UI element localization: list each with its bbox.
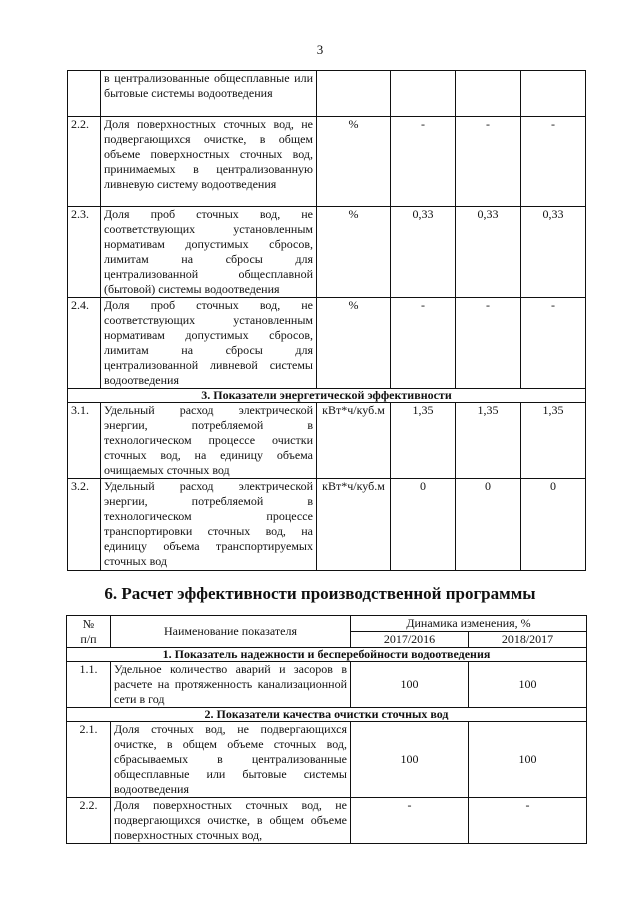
table-row (68, 298, 586, 389)
indicator-name: Доля проб сточных вод, не соответствующих установленным нормативам допустимых сбросов, лимитам на сбросы для централизованной общесплавной (бытовой) системы водоотведения (101, 207, 317, 298)
indicator-name: Удельный расход электрической энергии, потребляемой в технологическом процессе транспортировки сточных вод, на единицу объема транспортируемых сточных вод (101, 479, 317, 571)
table-row (68, 71, 586, 117)
efficiency-table (66, 615, 587, 844)
table-row (68, 117, 586, 207)
value-cell: - (456, 298, 521, 389)
value-cell (521, 71, 586, 117)
section-row (67, 648, 587, 662)
header-year: 2017/2016 (351, 632, 469, 648)
unit-cell: кВт*ч/куб.м (317, 479, 391, 571)
header-year: 2018/2017 (469, 632, 587, 648)
indicator-name: Доля поверхностных сточных вод, не подвергающихся очистке, в общем объеме поверхностных сточных вод, принимаемых в централизованную ливневую систему водоотведения (101, 117, 317, 207)
value-cell: 1,35 (391, 403, 456, 479)
value-cell: 100 (351, 662, 469, 708)
row-number: 3.2. (68, 479, 101, 571)
section-row (67, 708, 587, 722)
unit-cell (317, 71, 391, 117)
indicator-name: в централизованные общесплавные или бытовые системы водоотведения (101, 71, 317, 117)
section-heading: 1. Показатель надежности и бесперебойности водоотведения (67, 648, 587, 662)
table-row (68, 479, 586, 571)
row-number: 2.2. (67, 798, 111, 844)
unit-cell: кВт*ч/куб.м (317, 403, 391, 479)
section-heading: 2. Показатели качества очистки сточных вод (67, 708, 587, 722)
row-number: 3.1. (68, 403, 101, 479)
value-cell: 1,35 (521, 403, 586, 479)
table-row (67, 798, 587, 844)
unit-cell: % (317, 117, 391, 207)
indicator-name: Удельный расход электрической энергии, потребляемой в технологическом процессе очистки сточных вод, на единицу объема очищаемых сточных вод (101, 403, 317, 479)
unit-cell: % (317, 207, 391, 298)
value-cell: - (521, 298, 586, 389)
row-number: 1.1. (67, 662, 111, 708)
unit-cell: % (317, 298, 391, 389)
row-number: 2.1. (67, 722, 111, 798)
value-cell: 0 (456, 479, 521, 571)
section-heading: 3. Показатели энергетической эффективности (68, 389, 586, 403)
value-cell: - (456, 117, 521, 207)
value-cell: 100 (351, 722, 469, 798)
indicator-name: Доля сточных вод, не подвергающихся очистке, в общем объеме сточных вод, сбрасываемых в централизованные общесплавные или бытовые системы водоотведения (111, 722, 351, 798)
indicators-table (67, 70, 586, 571)
header-dynamics: Динамика изменения, % (351, 616, 587, 632)
value-cell: - (521, 117, 586, 207)
table-row (68, 207, 586, 298)
section-6-title: 6. Расчет эффективности производственной программы (104, 584, 536, 603)
value-cell: 0 (521, 479, 586, 571)
row-number (68, 71, 101, 117)
value-cell: - (469, 798, 587, 844)
value-cell: 0,33 (456, 207, 521, 298)
header-row (67, 616, 587, 632)
indicator-name: Удельное количество аварий и засоров в расчете на протяженность канализационной сети в год (111, 662, 351, 708)
row-number: 2.3. (68, 207, 101, 298)
value-cell: 100 (469, 722, 587, 798)
value-cell: 0,33 (391, 207, 456, 298)
value-cell: 1,35 (456, 403, 521, 479)
table-row (67, 722, 587, 798)
value-cell: 0 (391, 479, 456, 571)
indicator-name: Доля проб сточных вод, не соответствующих установленным нормативам допустимых сбросов, лимитам на сбросы для централизованной ливневой системы водоотведения (101, 298, 317, 389)
value-cell: - (391, 298, 456, 389)
table-row (67, 662, 587, 708)
table-row (68, 403, 586, 479)
section-row (68, 389, 586, 403)
indicator-name: Доля поверхностных сточных вод, не подвергающихся очистке, в общем объеме поверхностных сточных вод, (111, 798, 351, 844)
page-number: 3 (316, 42, 324, 57)
row-number: 2.4. (68, 298, 101, 389)
value-cell: - (351, 798, 469, 844)
header-number: № п/п (67, 616, 111, 648)
value-cell (391, 71, 456, 117)
row-number: 2.2. (68, 117, 101, 207)
header-name: Наименование показателя (111, 616, 351, 648)
value-cell: 100 (469, 662, 587, 708)
value-cell: - (391, 117, 456, 207)
value-cell (456, 71, 521, 117)
value-cell: 0,33 (521, 207, 586, 298)
